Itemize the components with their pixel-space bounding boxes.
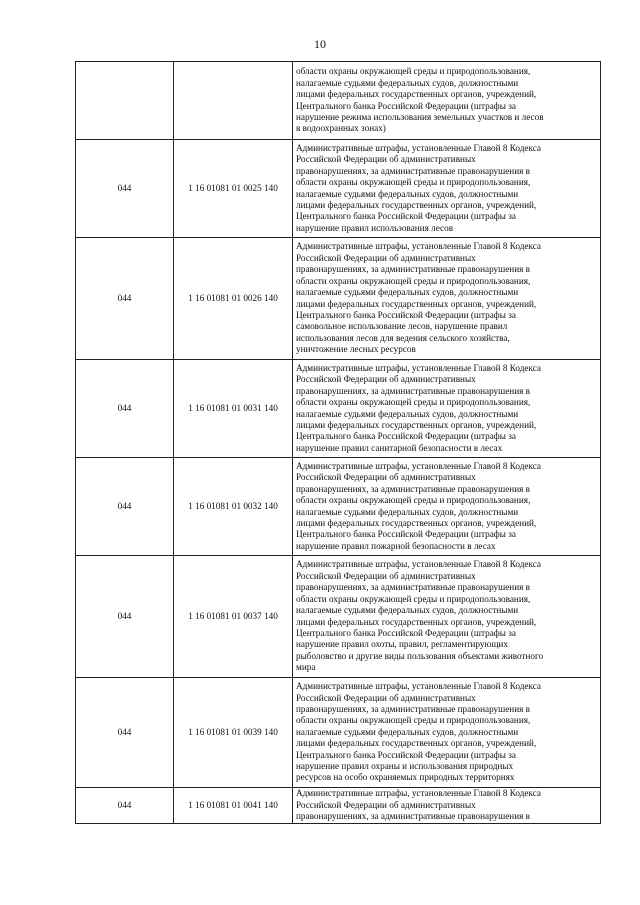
description-cell: [293, 458, 601, 556]
description-line: Административные штрафы, установленные Главой 8 Кодекса: [296, 142, 541, 153]
description-line: Центрального банка Российской Федерации (штрафы за: [296, 431, 516, 442]
description-line: нарушение режима использования земельных участков и лесов: [296, 111, 544, 122]
description-line: нарушение правил пожарной безопасности в лесах: [296, 540, 496, 551]
description-line: области охраны окружающей среды и природопользования,: [296, 66, 531, 77]
kbk-code-cell: 1 16 01081 01 0031 140: [174, 360, 293, 458]
table-row: [76, 458, 601, 556]
description-line: налагаемые судьями федеральных судов, должностными: [296, 77, 519, 88]
description-line: нарушение правил охоты, правил, регламентирующих: [296, 639, 508, 650]
description-cell: [293, 360, 601, 458]
description-line: Центрального банка Российской Федерации (штрафы за: [296, 749, 516, 760]
description-line: области охраны окружающей среды и природопользования,: [296, 177, 531, 188]
kbk-code-cell: 1 16 01081 01 0025 140: [174, 140, 293, 238]
table-row: [76, 788, 601, 824]
description-line: Центрального банка Российской Федерации (штрафы за: [296, 627, 516, 638]
description-line: правонарушениях, за административные правонарушения в: [296, 811, 530, 822]
description-line: области охраны окружающей среды и природопользования,: [296, 397, 531, 408]
description-line: области охраны окружающей среды и природопользования,: [296, 495, 531, 506]
description-line: Административные штрафы, установленные Главой 8 Кодекса: [296, 362, 541, 373]
description-line: лицами федеральных государственных органов, учреждений,: [296, 616, 537, 627]
description-cell: [293, 788, 601, 824]
description-line: мира: [296, 662, 316, 673]
description-line: правонарушениях, за административные правонарушения в: [296, 703, 530, 714]
description-line: уничтожение лесных ресурсов: [296, 344, 416, 355]
admin-code-cell: 044: [76, 458, 174, 556]
description-line: Административные штрафы, установленные Главой 8 Кодекса: [296, 681, 541, 692]
description-cell: [293, 62, 601, 140]
description-cell: [293, 678, 601, 788]
table-row: [76, 360, 601, 458]
description-line: Российской Федерации об административных: [296, 570, 476, 581]
description-line: нарушение правил санитарной безопасности в лесах: [296, 442, 503, 453]
description-line: ресурсов на особо охраняемых природных территориях: [296, 772, 515, 783]
description-line: Российской Федерации об административных: [296, 799, 476, 810]
description-line: лицами федеральных государственных органов, учреждений,: [296, 199, 537, 210]
table-row: [76, 238, 601, 360]
description-line: Российской Федерации об административных: [296, 154, 476, 165]
description-line: налагаемые судьями федеральных судов, должностными: [296, 605, 519, 616]
description-line: правонарушениях, за административные правонарушения в: [296, 385, 530, 396]
description-cell: [293, 238, 601, 360]
description-line: Российской Федерации об административных: [296, 374, 476, 385]
description-line: лицами федеральных государственных органов, учреждений,: [296, 419, 537, 430]
description-line: налагаемые судьями федеральных судов, должностными: [296, 287, 519, 298]
kbk-code-cell: [174, 62, 293, 140]
description-line: правонарушениях, за административные правонарушения в: [296, 483, 530, 494]
admin-code-cell: 044: [76, 360, 174, 458]
kbk-code-cell: 1 16 01081 01 0026 140: [174, 238, 293, 360]
description-line: Административные штрафы, установленные Главой 8 Кодекса: [296, 788, 541, 799]
admin-code-cell: 044: [76, 556, 174, 678]
admin-code-cell: 044: [76, 678, 174, 788]
description-line: области охраны окружающей среды и природопользования,: [296, 275, 531, 286]
description-line: рыболовство и другие виды пользования объектами животного: [296, 650, 544, 661]
description-line: лицами федеральных государственных органов, учреждений,: [296, 89, 537, 100]
description-line: налагаемые судьями федеральных судов, должностными: [296, 506, 519, 517]
description-cell: [293, 556, 601, 678]
description-line: Российской Федерации об административных: [296, 472, 476, 483]
description-line: лицами федеральных государственных органов, учреждений,: [296, 517, 537, 528]
table-row: [76, 140, 601, 238]
table-row: [76, 556, 601, 678]
description-line: лицами федеральных государственных органов, учреждений,: [296, 738, 537, 749]
description-line: налагаемые судьями федеральных судов, должностными: [296, 188, 519, 199]
description-line: Административные штрафы, установленные Главой 8 Кодекса: [296, 559, 541, 570]
description-line: правонарушениях, за административные правонарушения в: [296, 165, 530, 176]
description-line: правонарушениях, за административные правонарушения в: [296, 264, 530, 275]
table-row: [76, 678, 601, 788]
kbk-code-cell: 1 16 01081 01 0039 140: [174, 678, 293, 788]
description-line: Центрального банка Российской Федерации (штрафы за: [296, 309, 516, 320]
description-line: области охраны окружающей среды и природопользования,: [296, 715, 531, 726]
table-row: [76, 62, 601, 140]
description-line: Центрального банка Российской Федерации (штрафы за: [296, 529, 516, 540]
description-line: Российской Федерации об административных: [296, 252, 476, 263]
kbk-code-cell: 1 16 01081 01 0032 140: [174, 458, 293, 556]
description-line: Центрального банка Российской Федерации (штрафы за: [296, 100, 516, 111]
description-cell: [293, 140, 601, 238]
description-line: нарушение правил использования лесов: [296, 222, 454, 233]
kbk-code-cell: 1 16 01081 01 0037 140: [174, 556, 293, 678]
description-line: Центрального банка Российской Федерации (штрафы за: [296, 211, 516, 222]
kbk-code-cell: 1 16 01081 01 0041 140: [174, 788, 293, 824]
admin-code-cell: [76, 62, 174, 140]
description-line: Российской Федерации об административных: [296, 692, 476, 703]
description-line: области охраны окружающей среды и природопользования,: [296, 593, 531, 604]
fines-table: [75, 61, 601, 824]
description-line: самовольное использование лесов, нарушение правил: [296, 321, 508, 332]
description-line: лицами федеральных государственных органов, учреждений,: [296, 298, 537, 309]
description-line: в водоохранных зонах): [296, 123, 386, 134]
description-line: налагаемые судьями федеральных судов, должностными: [296, 408, 519, 419]
description-line: Административные штрафы, установленные Главой 8 Кодекса: [296, 241, 541, 252]
description-line: использования лесов для ведения сельского хозяйства,: [296, 332, 510, 343]
admin-code-cell: 044: [76, 238, 174, 360]
admin-code-cell: 044: [76, 788, 174, 824]
description-line: налагаемые судьями федеральных судов, должностными: [296, 726, 519, 737]
page-number: 10: [314, 37, 326, 51]
description-line: Административные штрафы, установленные Главой 8 Кодекса: [296, 460, 541, 471]
description-line: правонарушениях, за административные правонарушения в: [296, 582, 530, 593]
description-line: нарушение правил охраны и использования природных: [296, 761, 514, 772]
admin-code-cell: 044: [76, 140, 174, 238]
